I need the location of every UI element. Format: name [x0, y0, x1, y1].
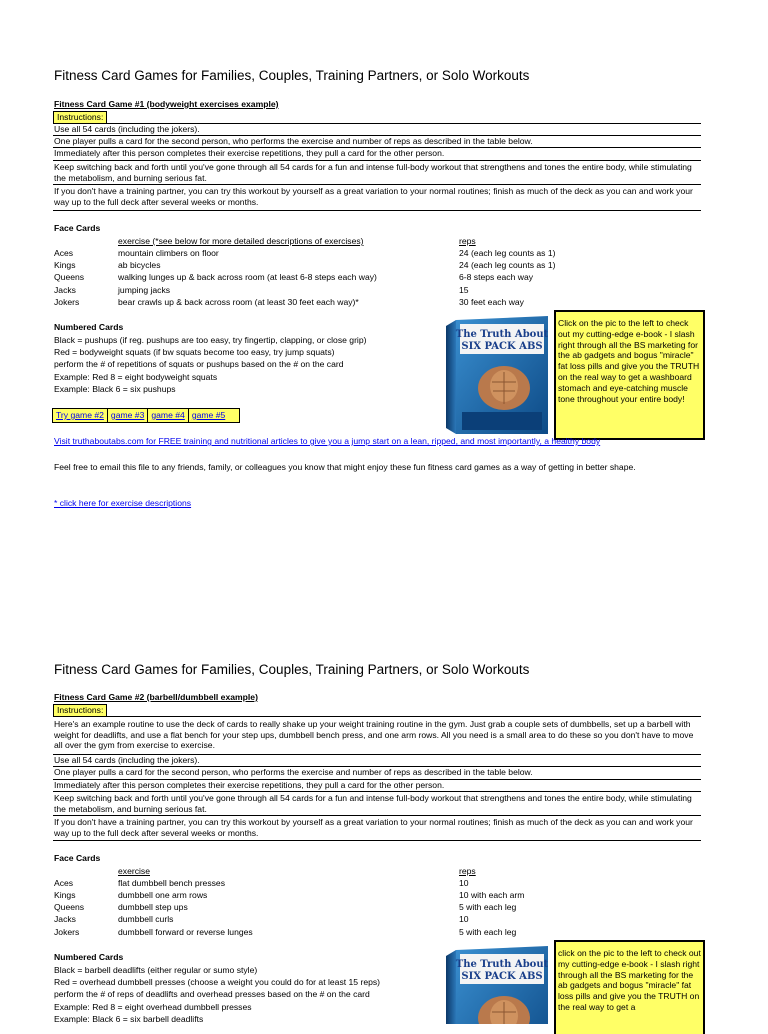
ebook-cover-image[interactable] — [444, 316, 548, 434]
book-title-line2: SIX PACK ABS — [461, 971, 543, 982]
exercise-descriptions-link[interactable]: * click here for exercise descriptions — [54, 498, 192, 508]
face-card-reps: 24 (each leg counts as 1) — [459, 248, 556, 258]
game2-instruction-4: Immediately after this person completes their exercise repetitions, they pull a card for the other person. — [54, 780, 445, 790]
ebook-promo-box: Click on the pic to the left to check out my cutting-edge e-book - I slash right through all the BS marketing for the ab gadgets and bogus "miracle" fat loss pills and give you the TRUTH on the real way to get a washboard stomach and eye-catching muscle tone throughout your entire body! — [554, 310, 705, 440]
divider — [53, 160, 701, 161]
divider — [53, 840, 701, 841]
face-card-name: Jokers — [54, 297, 80, 307]
game2-exercise-header: exercise — [118, 866, 150, 876]
face-card-exercise: flat dumbbell bench presses — [118, 878, 226, 888]
game2-face-cards-label: Face Cards — [54, 853, 101, 863]
numbered-card-rule: Black = pushups (if reg. pushups are too easy, try fingertip, clapping, or close grip) — [54, 335, 367, 345]
face-card-name: Aces — [54, 248, 74, 258]
game1-reps-header: reps — [459, 236, 476, 246]
numbered-card-rule: Example: Red 8 = eight overhead dumbbell presses — [54, 1002, 252, 1012]
numbered-card-rule: perform the # of reps of deadlifts and overhead presses based on the # on the card — [54, 989, 370, 999]
page-title: Fitness Card Games for Families, Couples, Training Partners, or Solo Workouts — [54, 662, 530, 677]
game1-instruction-4: Keep switching back and forth until you've gone through all 54 cards for a fun and intense full-body workout that strengthens and tones the entire body, while stimulating the metabolism, and burning serious fat. — [54, 162, 692, 183]
face-card-reps: 15 — [459, 285, 469, 295]
face-card-reps: 24 (each leg counts as 1) — [459, 260, 556, 270]
face-card-exercise: dumbbell curls — [118, 914, 174, 924]
game2-numbered-cards-label: Numbered Cards — [54, 952, 124, 962]
page-title: Fitness Card Games for Families, Couples, Training Partners, or Solo Workouts — [54, 68, 530, 83]
try-game-2-link[interactable]: Try game #2 — [53, 409, 108, 422]
divider — [53, 716, 701, 717]
game1-instructions-label: Instructions: — [53, 111, 107, 124]
face-card-reps: 5 with each leg — [459, 927, 517, 937]
game2-instruction-2: Use all 54 cards (including the jokers). — [54, 755, 200, 765]
numbered-card-rule: Example: Black 6 = six barbell deadlifts — [54, 1014, 204, 1024]
book-title-line2: SIX PACK ABS — [461, 341, 543, 352]
face-card-reps: 6-8 steps each way — [459, 272, 534, 282]
game1-face-cards-label: Face Cards — [54, 223, 101, 233]
face-card-exercise: bear crawls up & back across room (at least 30 feet each way)* — [118, 297, 359, 307]
game2-instruction-5: Keep switching back and forth until you've gone through all 54 cards for a fun and intense full-body workout that strengthens and tones the entire body, while stimulating the metabolism, and burning serious fat. — [54, 793, 692, 814]
game1-instruction-1: Use all 54 cards (including the jokers). — [54, 124, 200, 134]
face-card-name: Kings — [54, 260, 76, 270]
face-card-name: Kings — [54, 890, 76, 900]
game2-instruction-6: If you don't have a training partner, you can try this workout by yourself as a great variation to your normal routines; finish as much of the deck as you can and work your way up to the full deck after several weeks or months. — [54, 817, 693, 838]
divider — [53, 815, 701, 816]
face-card-exercise: dumbbell step ups — [118, 902, 188, 912]
game1-heading: Fitness Card Game #1 (bodyweight exercises example) — [54, 99, 279, 109]
face-card-name: Aces — [54, 878, 74, 888]
face-card-reps: 10 — [459, 914, 469, 924]
game-3-link[interactable]: game #3 — [108, 409, 148, 422]
face-card-name: Jacks — [54, 914, 76, 924]
face-card-reps: 10 — [459, 878, 469, 888]
face-card-exercise: dumbbell one arm rows — [118, 890, 208, 900]
face-card-reps: 10 with each arm — [459, 890, 525, 900]
numbered-card-rule: Black = barbell deadlifts (either regular or sumo style) — [54, 965, 258, 975]
face-card-name: Queens — [54, 272, 85, 282]
face-card-name: Queens — [54, 902, 85, 912]
game2-reps-header: reps — [459, 866, 476, 876]
email-note: Feel free to email this file to any friends, family, or colleagues you know that might enjoy these fun fitness card games as a way of getting in better shape. — [54, 462, 636, 472]
ebook-promo-box: click on the pic to the left to check out my cutting-edge e-book - I slash right through all the BS marketing for the ab gadgets and bogus "miracle" fat loss pills and give you the TRUTH on the real way to get a — [554, 940, 705, 1034]
book-title-line1: The Truth About — [455, 329, 548, 340]
divider — [53, 791, 701, 792]
game-4-link[interactable]: game #4 — [148, 409, 188, 422]
game-5-link[interactable]: game #5 — [191, 410, 226, 420]
game2-instruction-3: One player pulls a card for the second person, who performs the exercise and number of reps as described in the table below. — [54, 767, 533, 777]
divider — [53, 184, 701, 185]
game2-instruction-1: Here's an example routine to use the deck of cards to really shake up your weight training routine in the gym. Just grab a couple sets of dumbbells, set up a barbell with weight for deadlifts, and use a flat bench for your step ups, dumbbell bench press, and one arm rows. All you need is a small area to do these so you don't have to move all over the gym from exercise to exercise. — [54, 719, 694, 750]
divider — [53, 210, 701, 211]
face-card-exercise: walking lunges up & back across room (at least 6-8 steps each way) — [118, 272, 377, 282]
numbered-card-rule: Red = bodyweight squats (if bw squats become too easy, try jump squats) — [54, 347, 335, 357]
face-card-name: Jokers — [54, 927, 80, 937]
game1-instruction-3: Immediately after this person completes their exercise repetitions, they pull a card for the other person. — [54, 148, 445, 158]
face-card-reps: 5 with each leg — [459, 902, 517, 912]
book-title-line1: The Truth About — [455, 959, 548, 970]
face-card-exercise: dumbbell forward or reverse lunges — [118, 927, 253, 937]
game1-numbered-cards-label: Numbered Cards — [54, 322, 124, 332]
game1-instruction-2: One player pulls a card for the second person, who performs the exercise and number of reps as described in the table below. — [54, 136, 533, 146]
numbered-card-rule: Example: Red 8 = eight bodyweight squats — [54, 372, 218, 382]
face-card-exercise: ab bicycles — [118, 260, 161, 270]
game2-instructions-label: Instructions: — [53, 704, 107, 717]
face-card-exercise: mountain climbers on floor — [118, 248, 219, 258]
game1-exercise-header: exercise (*see below for more detailed descriptions of exercises) — [118, 236, 364, 246]
face-card-exercise: jumping jacks — [118, 285, 171, 295]
visit-truthaboutabs-link[interactable]: Visit truthaboutabs.com for FREE training and nutritional articles to give you a jump start on a lean, ripped, and most importantly, a healthy body — [54, 436, 601, 446]
numbered-card-rule: Red = overhead dumbbell presses (choose a weight you could do for at least 15 reps) — [54, 977, 381, 987]
game-links-bar — [52, 408, 240, 423]
face-card-reps: 30 feet each way — [459, 297, 524, 307]
numbered-card-rule: perform the # of repetitions of squats or pushups based on the # on the card — [54, 359, 344, 369]
face-card-name: Jacks — [54, 285, 76, 295]
ebook-cover-image[interactable] — [444, 946, 548, 1024]
game1-instruction-5: If you don't have a training partner, you can try this workout by yourself as a great variation to your normal routines; finish as much of the deck as you can and work your way up to the full deck after several weeks or months. — [54, 186, 693, 207]
game2-heading: Fitness Card Game #2 (barbell/dumbbell example) — [54, 692, 258, 702]
numbered-card-rule: Example: Black 6 = six pushups — [54, 384, 176, 394]
